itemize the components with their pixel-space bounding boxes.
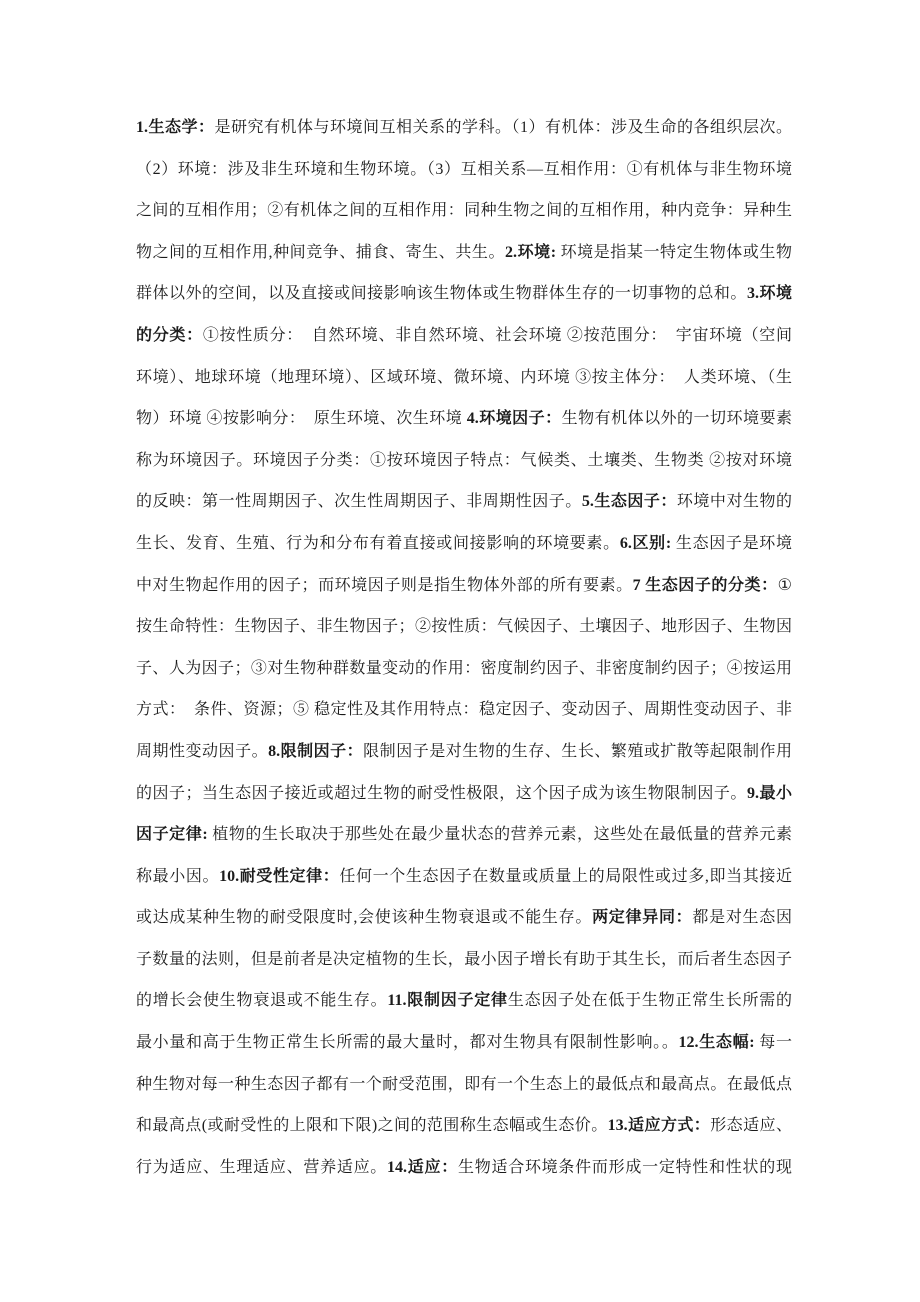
bold-term: 8.限制因子： (268, 742, 364, 760)
text-run: 子、人为因子；③对生物种群数量变动的作用：密度制约因子、非密度制约因子；④按运用 (136, 659, 792, 677)
document-body (136, 107, 792, 1188)
text-run: 的增长会使生物衰退或不能生存。 (136, 992, 388, 1010)
text-run: 按生命特性：生物因子、非生物因子；②按性质：气候因子、土壤因子、地形因子、生物因 (136, 618, 792, 636)
bold-term: 2.环境: (505, 243, 557, 261)
text-run: 种生物对每一种生态因子都有一个耐受范围，即有一个生态上的最低点和最高点。在最低点 (136, 1075, 792, 1093)
text-line (136, 856, 792, 898)
text-line (136, 107, 792, 149)
bold-term: 13.适应方式： (607, 1117, 711, 1135)
bold-term: 9.最小 (746, 784, 792, 802)
text-run: 生态因子处在低于生物正常生长所需的 (507, 992, 792, 1010)
text-run: 群体以外的空间，以及直接或间接影响该生物体或生物群体生存的一切事物的总和。 (136, 285, 747, 303)
text-line (136, 980, 792, 1022)
text-run: 环境是指某一特定生物体或生物 (556, 243, 792, 261)
bold-term: 7 生态因子的分类： (632, 576, 778, 594)
text-line (136, 689, 792, 731)
text-line (136, 523, 792, 565)
text-line (136, 1105, 792, 1147)
text-run: 的因子；当生态因子接近或超过生物的耐受性极限，这个因子成为该生物限制因子。 (136, 784, 747, 802)
text-run: 称为环境因子。环境因子分类：①按环境因子特点：气候类、土壤类、生物类 ②按对环境 (136, 451, 792, 469)
text-run: 子数量的法则，但是前者是决定植物的生长，最小因子增长有助于其生长，而后者生态因子 (136, 950, 792, 968)
text-line (136, 773, 792, 815)
bold-term: 因子定律: (136, 826, 208, 844)
text-run: 环境中对生物的 (676, 493, 792, 511)
text-line (136, 190, 792, 232)
text-run: 称最小因。 (136, 867, 220, 885)
text-line (136, 731, 792, 773)
text-run: 中对生物起作用的因子；而环境因子则是指生物体外部的所有要素。 (136, 576, 633, 594)
bold-term: 5.生态因子： (581, 493, 677, 511)
text-run: 每一 (754, 1034, 792, 1052)
text-run: 行为适应、生理适应、营养适应。 (136, 1158, 388, 1176)
text-line (136, 398, 792, 440)
text-run: 和最高点(或耐受性的上限和下限)之间的范围称生态幅或生态价。 (136, 1117, 608, 1135)
text-run: 限制因子是对生物的生存、生长、繁殖或扩散等起限制作用 (363, 742, 792, 760)
text-line (136, 149, 792, 191)
text-run: 生长、发育、生殖、行为和分布有着直接或间接影响的环境要素。 (136, 534, 620, 552)
text-run: 生物有机体以外的一切环境要素 (561, 410, 792, 428)
text-line (136, 440, 792, 482)
bold-term: 11.限制因子定律 (387, 992, 508, 1010)
text-line (136, 315, 792, 357)
bold-term: 1.生态学： (136, 119, 215, 136)
text-run: 的反映：第一性周期因子、次生性周期因子、非周期性因子。 (136, 493, 582, 511)
text-run: 生物适合环境条件而形成一定特性和性状的现 (458, 1158, 792, 1176)
text-line (136, 897, 792, 939)
text-run: 或达成某种生物的耐受限度时,会使该种生物衰退或不能生存。 (136, 909, 593, 927)
text-line (136, 481, 792, 523)
text-line (136, 1147, 792, 1189)
bold-term: 12.生态幅: (678, 1034, 755, 1052)
bold-term: 6.区别: (619, 534, 672, 552)
text-run: 形态适应、 (710, 1117, 792, 1135)
bold-term: 3.环境 (746, 285, 792, 303)
text-line (136, 1022, 792, 1064)
text-run: 都是对生态因 (692, 909, 792, 927)
bold-term: 的分类： (136, 326, 203, 344)
bold-term: 两定律异同： (592, 909, 693, 927)
text-run: 植物的生长取决于那些处在最少量状态的营养元素，这些处在最低量的营养元素 (207, 826, 792, 844)
text-line (136, 273, 792, 315)
bold-term: 4.环境因子： (466, 410, 562, 428)
text-run: 之间的互相作用；②有机体之间的互相作用：同种生物之间的互相作用，种内竞争：异种生 (136, 202, 792, 220)
text-line (136, 232, 792, 274)
text-line (136, 814, 792, 856)
text-run: 环境）、地球环境（地理环境）、区域环境、微环境、内环境 ③按主体分： 人类环境、（生 (136, 368, 792, 386)
text-run: 生态因子是环境 (671, 534, 792, 552)
text-line (136, 939, 792, 981)
text-run: 是研究有机体与环境间互相关系的学科。（1）有机体：涉及生命的各组织层次。 (214, 119, 792, 136)
text-run: 物之间的互相作用,种间竞争、捕食、寄生、共生。 (136, 243, 506, 261)
text-run: 周期性变动因子。 (136, 742, 269, 760)
text-run: 方式： 条件、资源；⑤ 稳定性及其作用特点：稳定因子、变动因子、周期性变动因子、非 (136, 701, 792, 719)
text-run: ① (777, 576, 792, 594)
text-run: 物）环境 ④按影响分： 原生环境、次生环境 (136, 410, 467, 428)
text-run: ①按性质分： 自然环境、非自然环境、社会环境 ②按范围分： 宇宙环境（空间 (202, 326, 792, 344)
bold-term: 10.耐受性定律： (219, 867, 340, 885)
bold-term: 14.适应： (387, 1158, 458, 1176)
text-run: （2）环境：涉及非生环境和生物环境。（3）互相关系—互相作用：①有机体与非生物环境 (136, 160, 792, 178)
text-line (136, 1064, 792, 1106)
text-run: 最小量和高于生物正常生长所需的最大量时，都对生物具有限制性影响。。 (136, 1034, 679, 1052)
text-run: 任何一个生态因子在数量或质量上的局限性或过多,即当其接近 (339, 867, 792, 885)
text-line (136, 357, 792, 399)
text-line (136, 648, 792, 690)
text-line (136, 565, 792, 607)
text-line (136, 606, 792, 648)
